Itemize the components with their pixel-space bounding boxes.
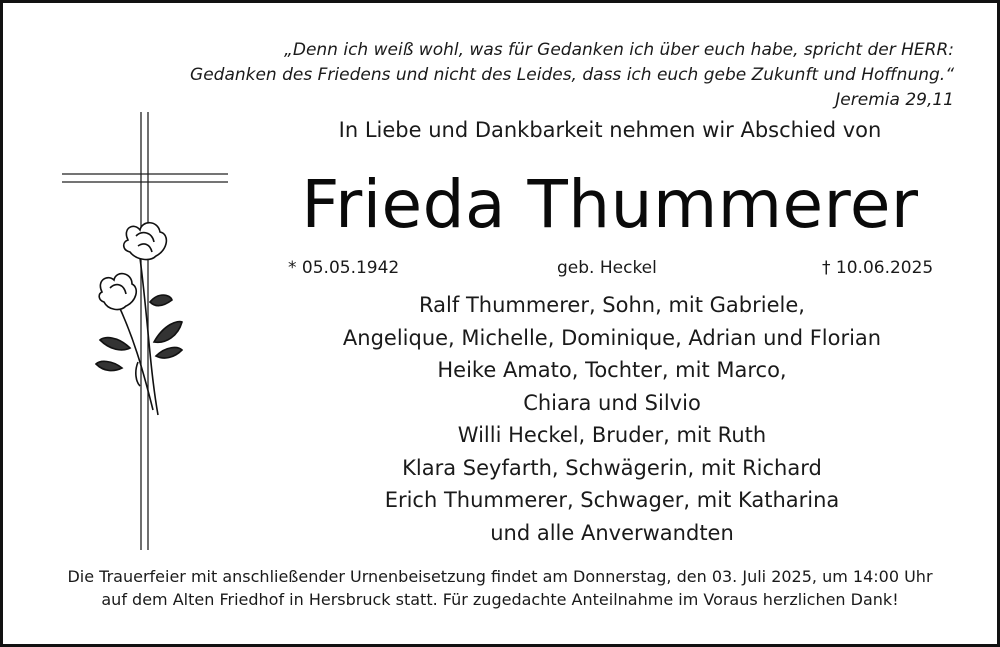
- quote-line: Gedanken des Friedens und nicht des Leides, dass ich euch gebe Zukunft und Hoffnung.“: [190, 65, 954, 85]
- cross-with-rose-icon: [58, 110, 234, 550]
- mourner-line: Ralf Thummerer, Sohn, mit Gabriele,: [419, 293, 805, 317]
- mourners-list: [262, 289, 962, 549]
- mourner-line: Chiara und Silvio: [523, 390, 701, 415]
- death-date: † 10.06.2025: [822, 258, 934, 278]
- mourner-line: Willi Heckel, Bruder, mit Ruth: [457, 423, 767, 447]
- mourner-line: Erich Thummerer, Schwager, mit Katharina: [384, 488, 840, 512]
- deceased-name: Frieda Thummerer: [301, 166, 919, 243]
- birth-date: * 05.05.1942: [288, 258, 400, 278]
- service-line: Die Trauerfeier mit anschließender Urnenbeisetzung findet am Donnerstag, den 03. Juli 2025, um 14:00 Uhr: [67, 567, 933, 586]
- quote-source: Jeremia 29,11: [835, 90, 954, 110]
- service-line: auf dem Alten Friedhof in Hersbruck statt. Für zugedachte Anteilnahme im Voraus herzlichen Dank!: [101, 590, 899, 609]
- service-info: [10, 565, 990, 611]
- mourner-line: und alle Anverwandten: [490, 520, 734, 545]
- mourner-line: Klara Seyfarth, Schwägerin, mit Richard: [402, 455, 822, 480]
- quote-line: „Denn ich weiß wohl, was für Gedanken ich über euch habe, spricht der HERR:: [284, 40, 954, 60]
- mourner-line: Angelique, Michelle, Dominique, Adrian und Florian: [342, 325, 882, 350]
- mourner-line: Heike Amato, Tochter, mit Marco,: [437, 358, 787, 382]
- intro-text: In Liebe und Dankbarkeit nehmen wir Abschied von: [338, 118, 882, 142]
- bible-quote: [54, 38, 954, 113]
- maiden-name: geb. Heckel: [557, 258, 657, 278]
